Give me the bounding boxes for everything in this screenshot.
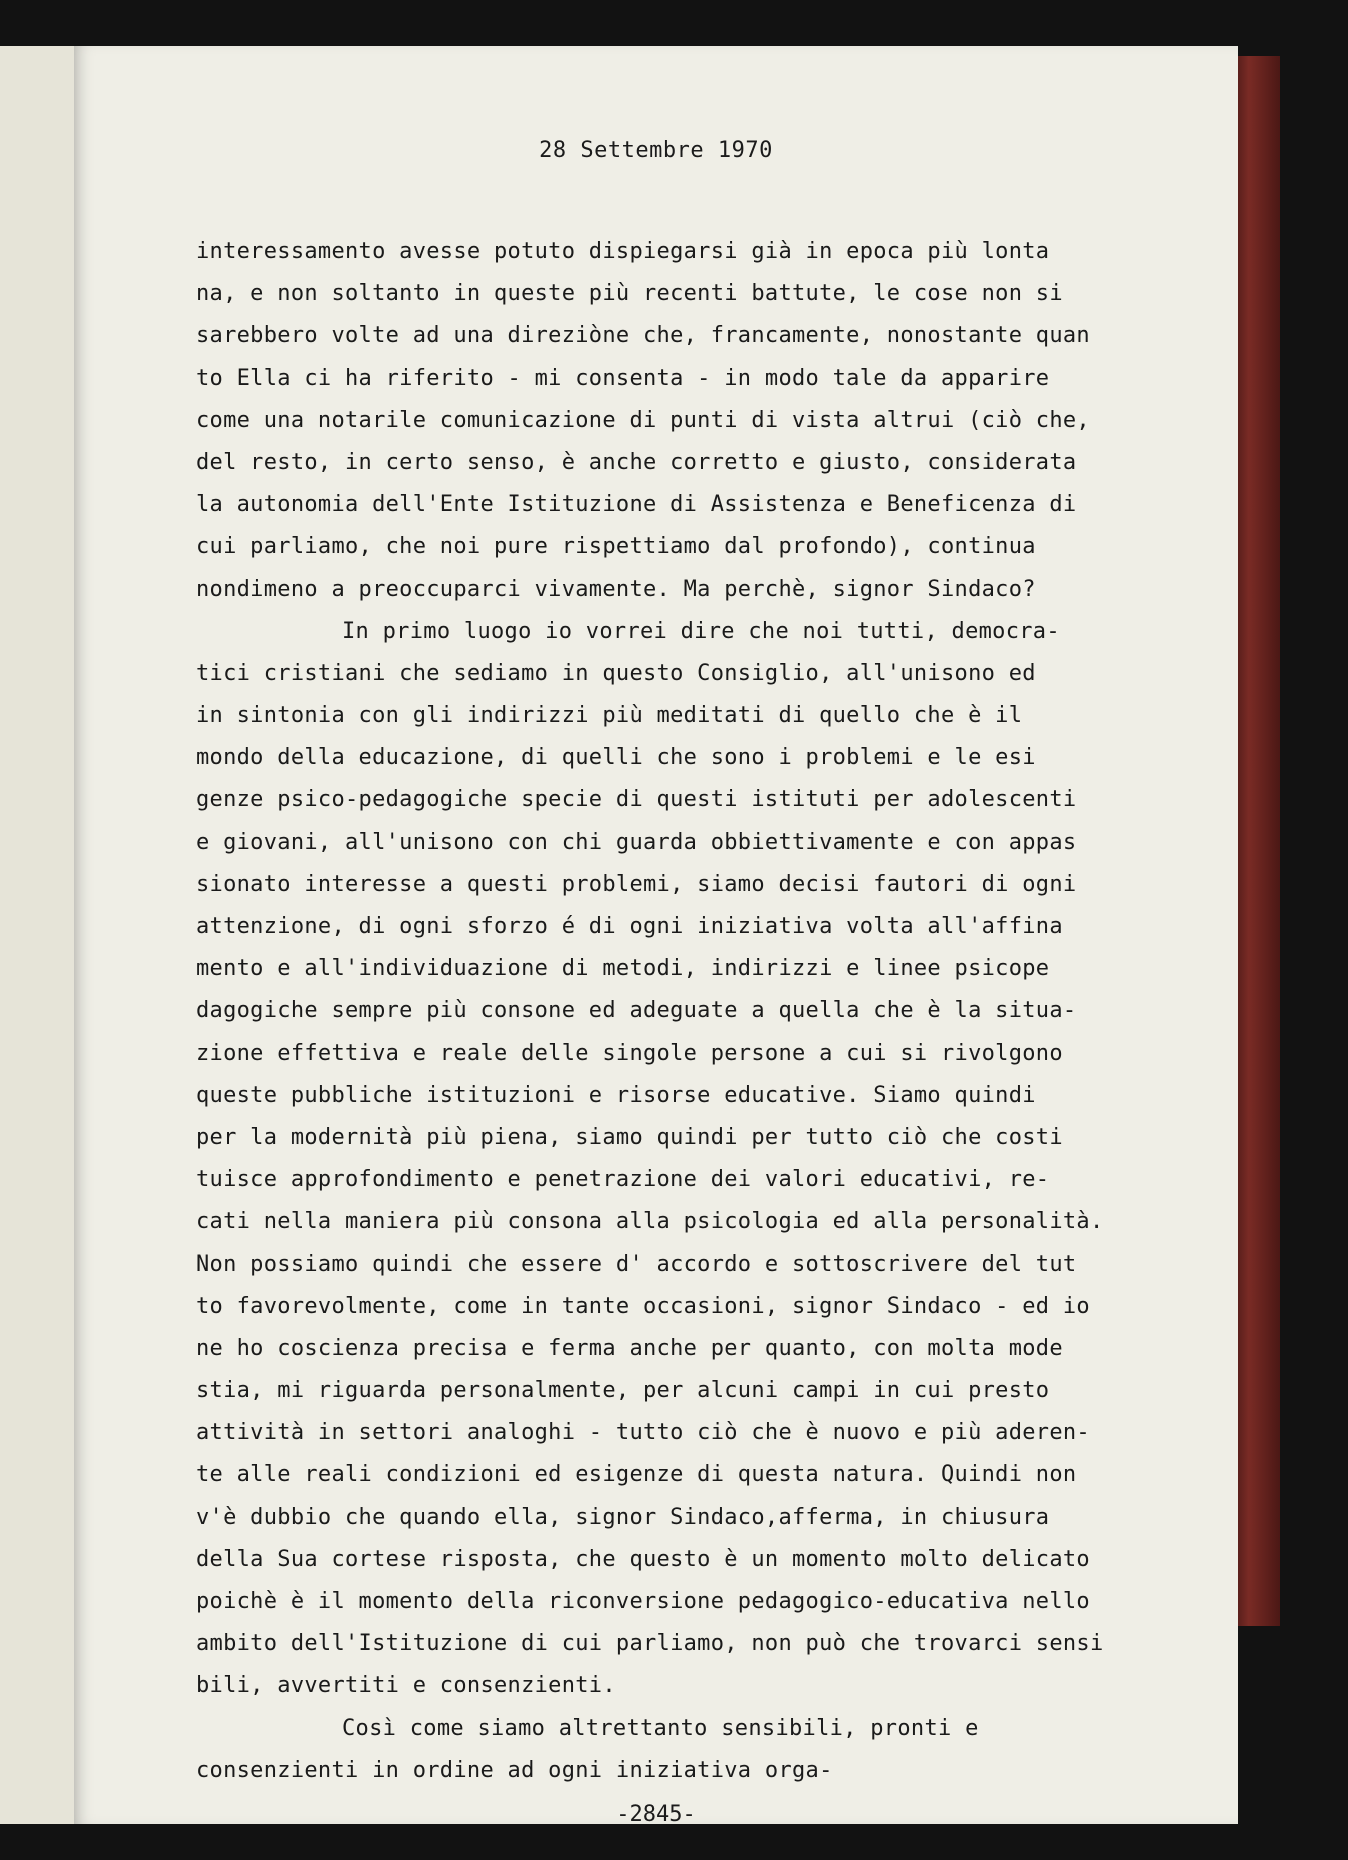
- document-page: [74, 46, 1238, 1827]
- text-line: e giovani, all'unisono con chi guarda obbiettivamente e con appas: [196, 829, 1077, 855]
- text-line: consenzienti in ordine ad ogni iniziativa orga-: [196, 1757, 833, 1783]
- text-line: ne ho coscienza precisa e ferma anche per quanto, con molta mode: [196, 1335, 1063, 1361]
- body-text: [196, 231, 1236, 1792]
- text-line: sionato interesse a questi problemi, siamo decisi fautori di ogni: [196, 871, 1077, 897]
- text-line: Non possiamo quindi che essere d' accordo e sottoscrivere del tut: [196, 1251, 1077, 1277]
- paragraph-start-line: Così come siamo altrettanto sensibili, pronti e: [342, 1715, 979, 1741]
- text-line: attività in settori analoghi - tutto ciò che è nuovo e più aderen-: [196, 1420, 1090, 1446]
- text-line: cati nella maniera più consona alla psicologia ed alla personalità.: [196, 1209, 1104, 1235]
- facing-page-edge: [0, 46, 82, 1824]
- text-line: na, e non soltanto in queste più recenti battute, le cose non si: [196, 281, 1063, 307]
- text-line: per la modernità più piena, siamo quindi per tutto ciò che costi: [196, 1124, 1063, 1150]
- text-line: to favorevolmente, come in tante occasioni, signor Sindaco - ed io: [196, 1293, 1090, 1319]
- text-line: cui parliamo, che noi pure rispettiamo dal profondo), continua: [196, 534, 1036, 560]
- text-line: bili, avvertiti e consenzienti.: [196, 1673, 616, 1699]
- text-line: genze psico-pedagogiche specie di questi istituti per adolescenti: [196, 787, 1077, 813]
- text-line: stia, mi riguarda personalmente, per alcuni campi in cui presto: [196, 1378, 1050, 1404]
- text-line: ambito dell'Istituzione di cui parliamo, non può che trovarci sensi: [196, 1631, 1104, 1657]
- text-line: interessamento avesse potuto dispiegarsi già in epoca più lonta: [196, 239, 1050, 264]
- text-line: come una notarile comunicazione di punti di vista altrui (ciò che,: [196, 407, 1090, 433]
- paragraph-start-line: In primo luogo io vorrei dire che noi tutti, democra-: [342, 618, 1060, 644]
- text-line: la autonomia dell'Ente Istituzione di Assistenza e Beneficenza di: [196, 492, 1077, 518]
- text-line: to Ella ci ha riferito - mi consenta - in modo tale da apparire: [196, 365, 1050, 391]
- text-line: poichè è il momento della riconversione pedagogico-educativa nello: [196, 1589, 1090, 1614]
- page-header-date: 28 Settembre 1970: [539, 138, 773, 163]
- text-line: mondo della educazione, di quelli che sono i problemi e le esi: [196, 745, 1036, 771]
- text-line: mento e all'individuazione di metodi, indirizzi e linee psicope: [196, 956, 1050, 982]
- text-line: queste pubbliche istituzioni e risorse educative. Siamo quindi: [196, 1082, 1036, 1108]
- text-line: in sintonia con gli indirizzi più meditati di quello che è il: [196, 703, 1023, 729]
- page-number: -2845-: [616, 1802, 696, 1827]
- text-line: dagogiche sempre più consone ed adeguate a quella che è la situa-: [196, 998, 1077, 1024]
- text-line: zione effettiva e reale delle singole persone a cui si rivolgono: [196, 1040, 1063, 1066]
- text-line: tuisce approfondimento e penetrazione dei valori educativi, re-: [196, 1167, 1050, 1193]
- text-line: v'è dubbio che quando ella, signor Sindaco,afferma, in chiusura: [196, 1504, 1050, 1530]
- text-line: nondimeno a preoccuparci vivamente. Ma perchè, signor Sindaco?: [196, 576, 1036, 602]
- text-line: attenzione, di ogni sforzo é di ogni iniziativa volta all'affina: [196, 914, 1063, 939]
- text-line: tici cristiani che sediamo in questo Consiglio, all'unisono ed: [196, 660, 1036, 686]
- text-line: sarebbero volte ad una direziòne che, francamente, nonostante quan: [196, 323, 1090, 349]
- text-line: te alle reali condizioni ed esigenze di questa natura. Quindi non: [196, 1462, 1077, 1488]
- text-line: del resto, in certo senso, è anche corretto e giusto, considerata: [196, 449, 1077, 475]
- text-line: della Sua cortese risposta, che questo è un momento molto delicato: [196, 1546, 1090, 1572]
